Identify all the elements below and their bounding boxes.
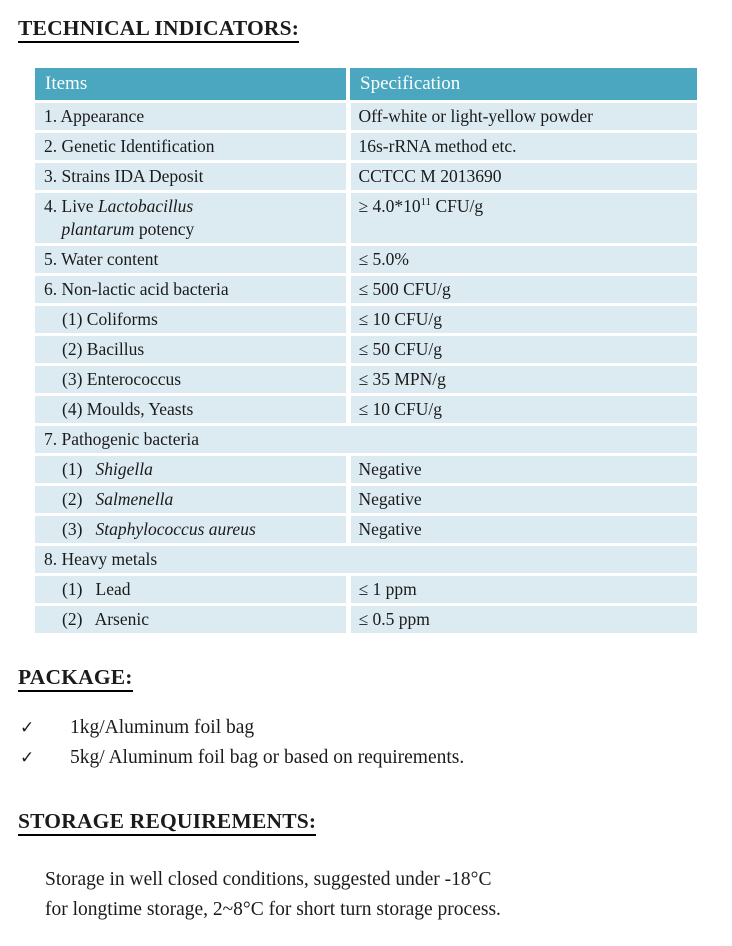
item-cell: (3) Enterococcus	[35, 365, 348, 395]
table-header-row	[35, 68, 697, 102]
spec-cell: Negative	[348, 455, 697, 485]
item-cell: 8. Heavy metals	[35, 545, 697, 575]
section-technical-indicators	[0, 14, 732, 633]
spec-cell: Off-white or light-yellow powder	[348, 102, 697, 132]
item-cell: 7. Pathogenic bacteria	[35, 425, 697, 455]
table-row	[35, 162, 697, 192]
items-column-header: Items	[35, 68, 348, 102]
storage-title-text: STORAGE REQUIREMENTS:	[18, 809, 316, 836]
table-row	[35, 605, 697, 634]
table-row	[35, 335, 697, 365]
item-cell: (1) Lead	[35, 575, 348, 605]
spec-cell: ≤ 10 CFU/g	[348, 305, 697, 335]
table-row	[35, 365, 697, 395]
spec-cell: ≤ 0.5 ppm	[348, 605, 697, 634]
table-row	[35, 455, 697, 485]
checkmark-icon: ✓	[20, 718, 35, 738]
item-cell: (4) Moulds, Yeasts	[35, 395, 348, 425]
table-row	[35, 192, 697, 245]
storage-text-line: Storage in well closed conditions, suggested under -18°C	[45, 869, 492, 890]
table-row	[35, 395, 697, 425]
item-cell: (2) Bacillus	[35, 335, 348, 365]
table-row	[35, 275, 697, 305]
item-cell: (2) Arsenic	[35, 605, 348, 634]
table-row	[35, 515, 697, 545]
checkmark-icon: ✓	[20, 748, 35, 768]
spec-cell: ≤ 1 ppm	[348, 575, 697, 605]
item-cell: (1) Coliforms	[35, 305, 348, 335]
spec-cell: ≥ $4.0*10^{11}$ CFU/g	[348, 192, 697, 245]
spec-table-body	[35, 102, 697, 634]
item-cell: 4. Live Lactobacillus plantarum potency	[35, 192, 348, 245]
package-title	[18, 663, 732, 691]
package-item	[0, 713, 732, 743]
storage-text	[45, 865, 732, 925]
spec-table	[35, 68, 697, 633]
package-item	[0, 743, 732, 773]
spec-cell: ≤ 500 CFU/g	[348, 275, 697, 305]
item-cell: 2. Genetic Identification	[35, 132, 348, 162]
spec-cell: ≤ 35 MPN/g	[348, 365, 697, 395]
table-row	[35, 575, 697, 605]
package-title-text: PACKAGE:	[18, 665, 133, 692]
item-cell: (2) Salmenella	[35, 485, 348, 515]
table-row	[35, 485, 697, 515]
item-cell: (3) Staphylococcus aureus	[35, 515, 348, 545]
spec-cell: ≤ 5.0%	[348, 245, 697, 275]
table-row	[35, 245, 697, 275]
storage-text-line: for longtime storage, 2~8°C for short turn storage process.	[45, 899, 501, 920]
item-cell: (1) Shigella	[35, 455, 348, 485]
table-row	[35, 425, 697, 455]
spec-cell: 16s-rRNA method etc.	[348, 132, 697, 162]
package-item-label: 5kg/ Aluminum foil bag or based on requirements.	[70, 747, 465, 768]
technical-indicators-title	[18, 14, 732, 42]
table-row	[35, 102, 697, 132]
item-cell: 5. Water content	[35, 245, 348, 275]
spec-cell: Negative	[348, 485, 697, 515]
table-row	[35, 545, 697, 575]
section-storage	[0, 807, 732, 925]
table-row	[35, 305, 697, 335]
package-item-label: 1kg/Aluminum foil bag	[70, 717, 255, 738]
spec-cell: ≤ 50 CFU/g	[348, 335, 697, 365]
storage-title	[18, 807, 732, 835]
item-cell: 6. Non-lactic acid bacteria	[35, 275, 348, 305]
table-row	[35, 132, 697, 162]
specification-column-header: Specification	[348, 68, 697, 102]
package-list	[0, 713, 732, 773]
item-cell: 3. Strains IDA Deposit	[35, 162, 348, 192]
spec-cell: Negative	[348, 515, 697, 545]
spec-cell: ≤ 10 CFU/g	[348, 395, 697, 425]
section-package	[0, 663, 732, 773]
spec-cell: CCTCC M 2013690	[348, 162, 697, 192]
technical-indicators-title-text: TECHNICAL INDICATORS:	[18, 16, 299, 43]
item-cell: 1. Appearance	[35, 102, 348, 132]
